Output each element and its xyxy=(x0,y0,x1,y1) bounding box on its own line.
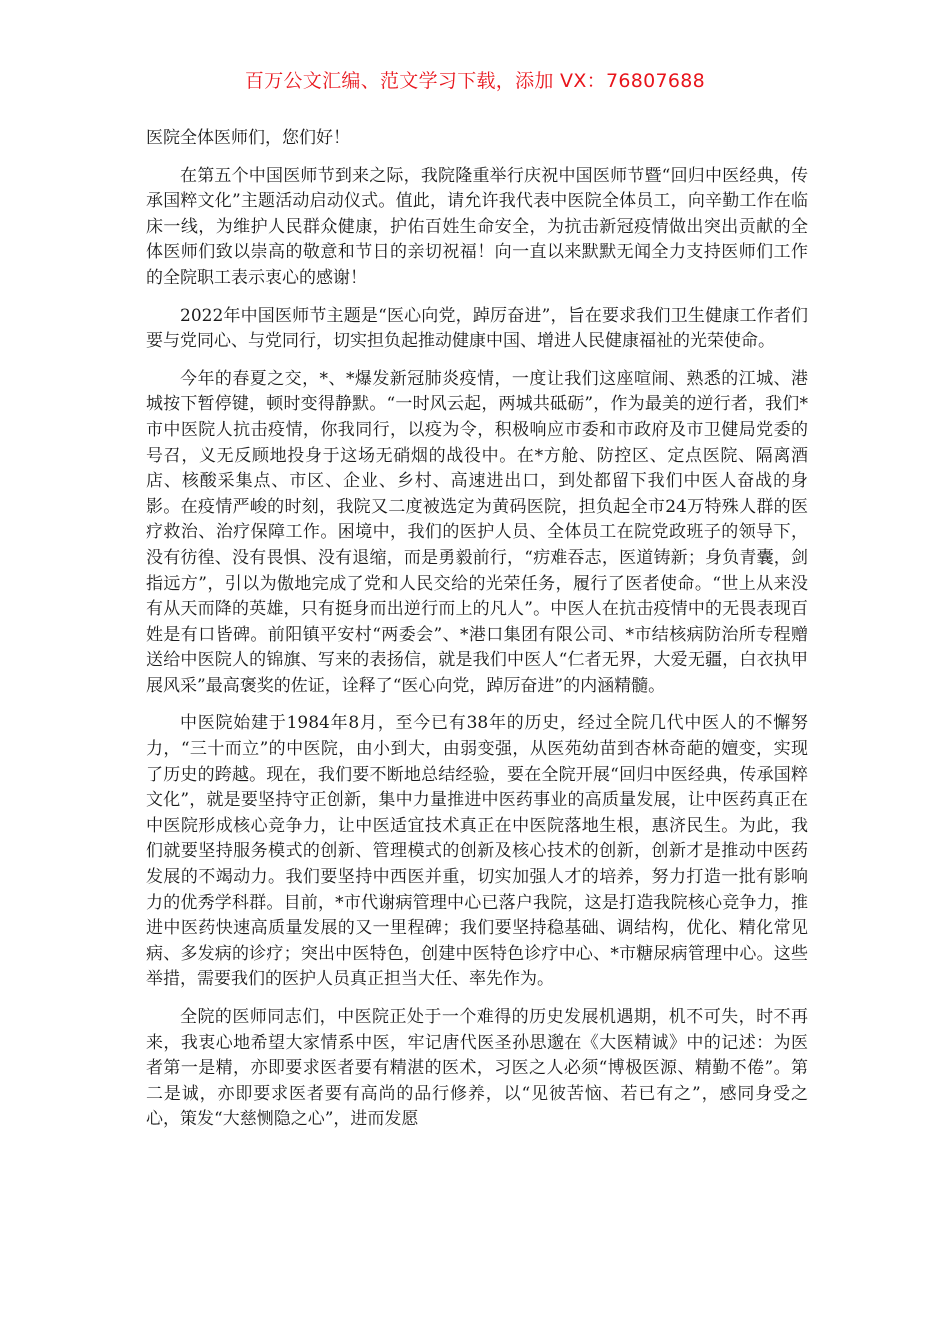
paragraph: 全院的医师同志们，中医院正处于一个难得的历史发展机遇期，机不可失，时不再来，我衷心地希望大家情系中医，牢记唐代医圣孙思邈在《大医精诚》中的记述：为医者第一是精，亦即要求医者要有精湛的医术，习医之人必须“博极医源、精勤不倦”。第二是诚，亦即要求医者要有高尚的品行修养，以“见彼苦恼、若已有之”，感同身受之心，策发“大慈恻隐之心”，进而发愿 xyxy=(146,1007,808,1130)
header-banner: 百万公文汇编、范文学习下载，添加 VX：76807688 xyxy=(244,70,706,92)
document-body xyxy=(146,126,808,1145)
paragraph: 中医院始建于1984年8月，至今已有38年的历史，经过全院几代中医人的不懈努力，“三十而立”的中医院，由小到大，由弱变强，从医苑幼苗到杏林奇葩的嬗变，实现了历史的跨越。现在，我们要不断地总结经验，要在全院开展“回归中医经典，传承国粹文化”，就是要坚持守正创新，集中力量推进中医药事业的高质量发展，让中医药真正在中医院形成核心竞争力，让中医适宜技术真正在中医院落地生根，惠济民生。为此，我们就要坚持服务模式的创新、管理模式的创新及核心技术的创新，创新才是推动中医药发展的不竭动力。我们要坚持中西医并重，切实加强人才的培养，努力打造一批有影响力的优秀学科群。目前，*市代谢病管理中心已落户我院，这是打造我院核心竞争力，推进中医药快速高质量发展的又一里程碑；我们要坚持稳基础、调结构，优化、精化常见病、多发病的诊疗；突出中医特色，创建中医特色诊疗中心、*市糖尿病管理中心。这些举措，需要我们的医护人员真正担当大任、率先作为。 xyxy=(146,713,808,990)
salutation: 医院全体医师们，您们好！ xyxy=(146,128,350,148)
paragraph: 2022年中国医师节主题是“医心向党，踔厉奋进”，旨在要求我们卫生健康工作者们要与党同心、与党同行，切实担负起推动健康中国、增进人民健康福祉的光荣使命。 xyxy=(146,305,808,352)
paragraph: 在第五个中国医师节到来之际，我院隆重举行庆祝中国医师节暨“回归中医经典，传承国粹文化”主题活动启动仪式。值此，请允许我代表中医院全体员工，向辛勤工作在临床一线，为维护人民群众健康，护佑百姓生命安全，为抗击新冠疫情做出突出贡献的全体医师们致以崇高的敬意和节日的亲切祝福！向一直以来默默无闻全力支持医师们工作的全院职工表示衷心的感谢！ xyxy=(146,165,808,288)
paragraph: 今年的春夏之交，*、*爆发新冠肺炎疫情，一度让我们这座喧闹、熟悉的江城、港城按下暂停键，顿时变得静默。“一时风云起，两城共砥砺”，作为最美的逆行者，我们*市中医院人抗击疫情，你我同行，以疫为令，积极响应市委和市政府及市卫健局党委的号召，义无反顾地投身于这场无硝烟的战役中。在*方舱、防控区、定点医院、隔离酒店、核酸采集点、市区、企业、乡村、高速进出口，到处都留下我们中医人奋战的身影。在疫情严峻的时刻，我院又二度被选定为黄码医院，担负起全市24万特殊人群的医疗救治、治疗保障工作。困境中，我们的医护人员、全体员工在院党政班子的领导下，没有彷徨、没有畏惧、没有退缩，而是勇毅前行，“疠难吞志，医道铸新；身负青囊，剑指远方”，引以为傲地完成了党和人民交给的光荣任务，履行了医者使命。“世上从来没有从天而降的英雄，只有挺身而出逆行而上的凡人”。中医人在抗击疫情中的无畏表现百姓是有口皆碑。前阳镇平安村“两委会”、*港口集团有限公司、*市结核病防治所专程赠送给中医院人的锦旗、写来的表扬信，就是我们中医人“仁者无界，大爱无疆，白衣执甲展风采”最高褒奖的佐证，诠释了“医心向党，踔厉奋进”的内涵精髓。 xyxy=(146,368,808,696)
